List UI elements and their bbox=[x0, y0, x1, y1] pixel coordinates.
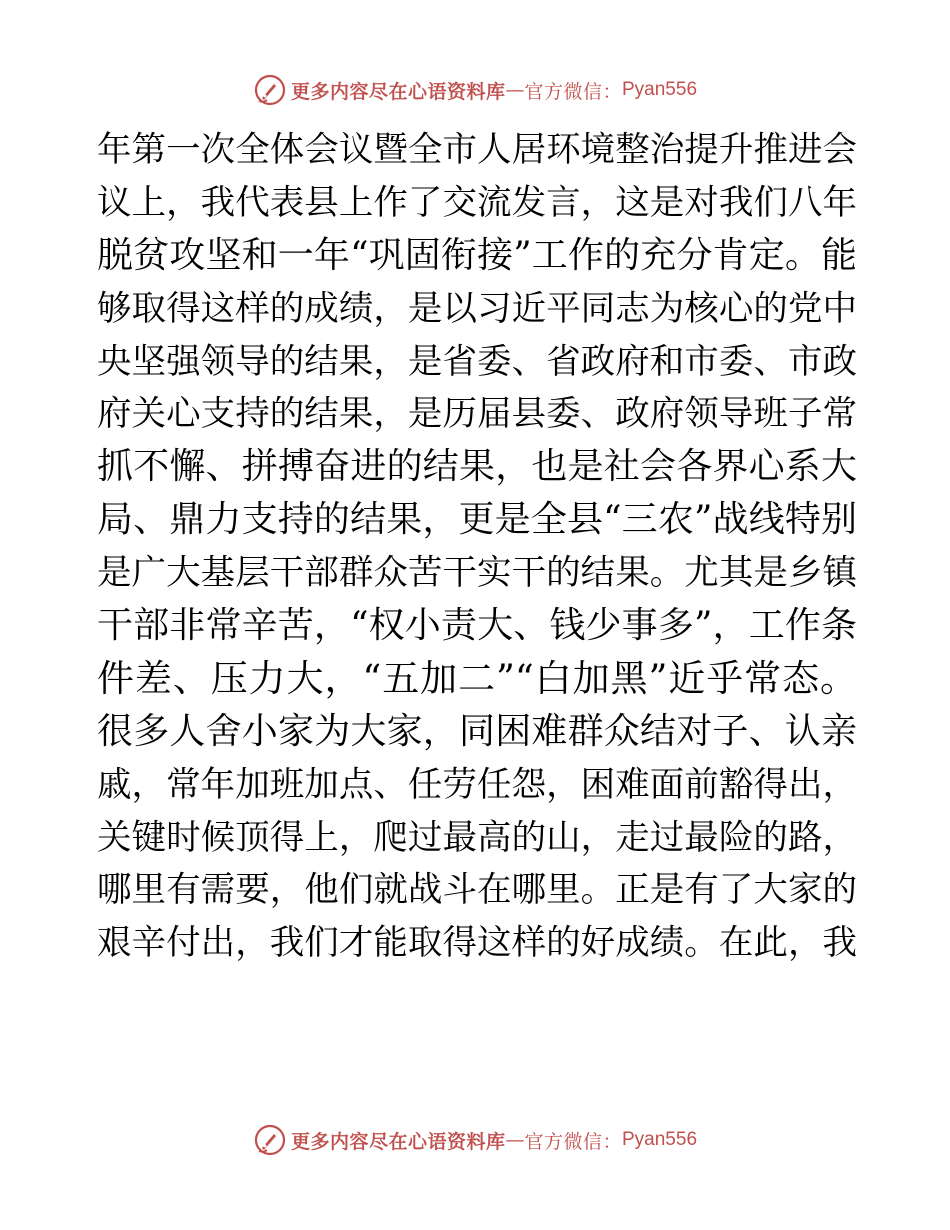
body-line: 是广大基层干部群众苦干实干的结果。尤其是乡镇 bbox=[97, 553, 857, 594]
body-line: 府关心支持的结果，是历届县委、政府领导班子常 bbox=[97, 394, 857, 435]
footer-separator: — bbox=[505, 1129, 525, 1151]
footer-contact-id: Pyan556 bbox=[622, 1129, 698, 1150]
body-line: 关键时候顶得上，爬过最高的山，走过最险的路， bbox=[97, 817, 857, 858]
document-body bbox=[97, 124, 857, 970]
body-line: 年第一次全体会议暨全市人居环境整治提升推进会 bbox=[97, 130, 857, 170]
header-contact-id: Pyan556 bbox=[622, 79, 698, 100]
header-banner bbox=[0, 72, 950, 108]
footer-banner bbox=[0, 1122, 950, 1158]
pen-nib-logo-icon bbox=[253, 1123, 287, 1157]
footer-contact-label: 官方微信： bbox=[524, 1130, 622, 1153]
header-separator: — bbox=[505, 79, 525, 101]
body-line: 艰辛付出，我们才能取得这样的好成绩。在此，我 bbox=[97, 923, 857, 964]
body-line: 哪里有需要，他们就战斗在哪里。正是有了大家的 bbox=[97, 870, 857, 911]
pen-nib-logo-icon bbox=[253, 73, 287, 107]
header-brand-text: 更多内容尽在心语资料库 bbox=[290, 80, 506, 103]
footer-brand-text: 更多内容尽在心语资料库 bbox=[290, 1130, 506, 1153]
header-contact-label: 官方微信： bbox=[524, 80, 622, 103]
body-line: 央坚强领导的结果，是省委、省政府和市委、市政 bbox=[97, 341, 857, 382]
body-line: 议上，我代表县上作了交流发言，这是对我们八年 bbox=[97, 182, 857, 223]
body-line: 局、鼎力支持的结果，更是全县“三农”战线特别 bbox=[97, 499, 857, 541]
body-line: 干部非常辛苦，“权小责大、钱少事多”，工作条 bbox=[97, 605, 857, 647]
body-line: 脱贫攻坚和一年“巩固衔接”工作的充分肯定。能 bbox=[97, 234, 857, 276]
body-line: 件差、压力大，“五加二”“白加黑”近乎常态。 bbox=[97, 656, 857, 700]
body-line: 够取得这样的成绩，是以习近平同志为核心的党中 bbox=[97, 288, 857, 329]
body-line: 戚，常年加班加点、任劳任怨，困难面前豁得出， bbox=[97, 764, 857, 805]
body-line: 很多人舍小家为大家，同困难群众结对子、认亲 bbox=[97, 710, 857, 752]
body-line: 抓不懈、拼搏奋进的结果，也是社会各界心系大 bbox=[97, 446, 857, 488]
